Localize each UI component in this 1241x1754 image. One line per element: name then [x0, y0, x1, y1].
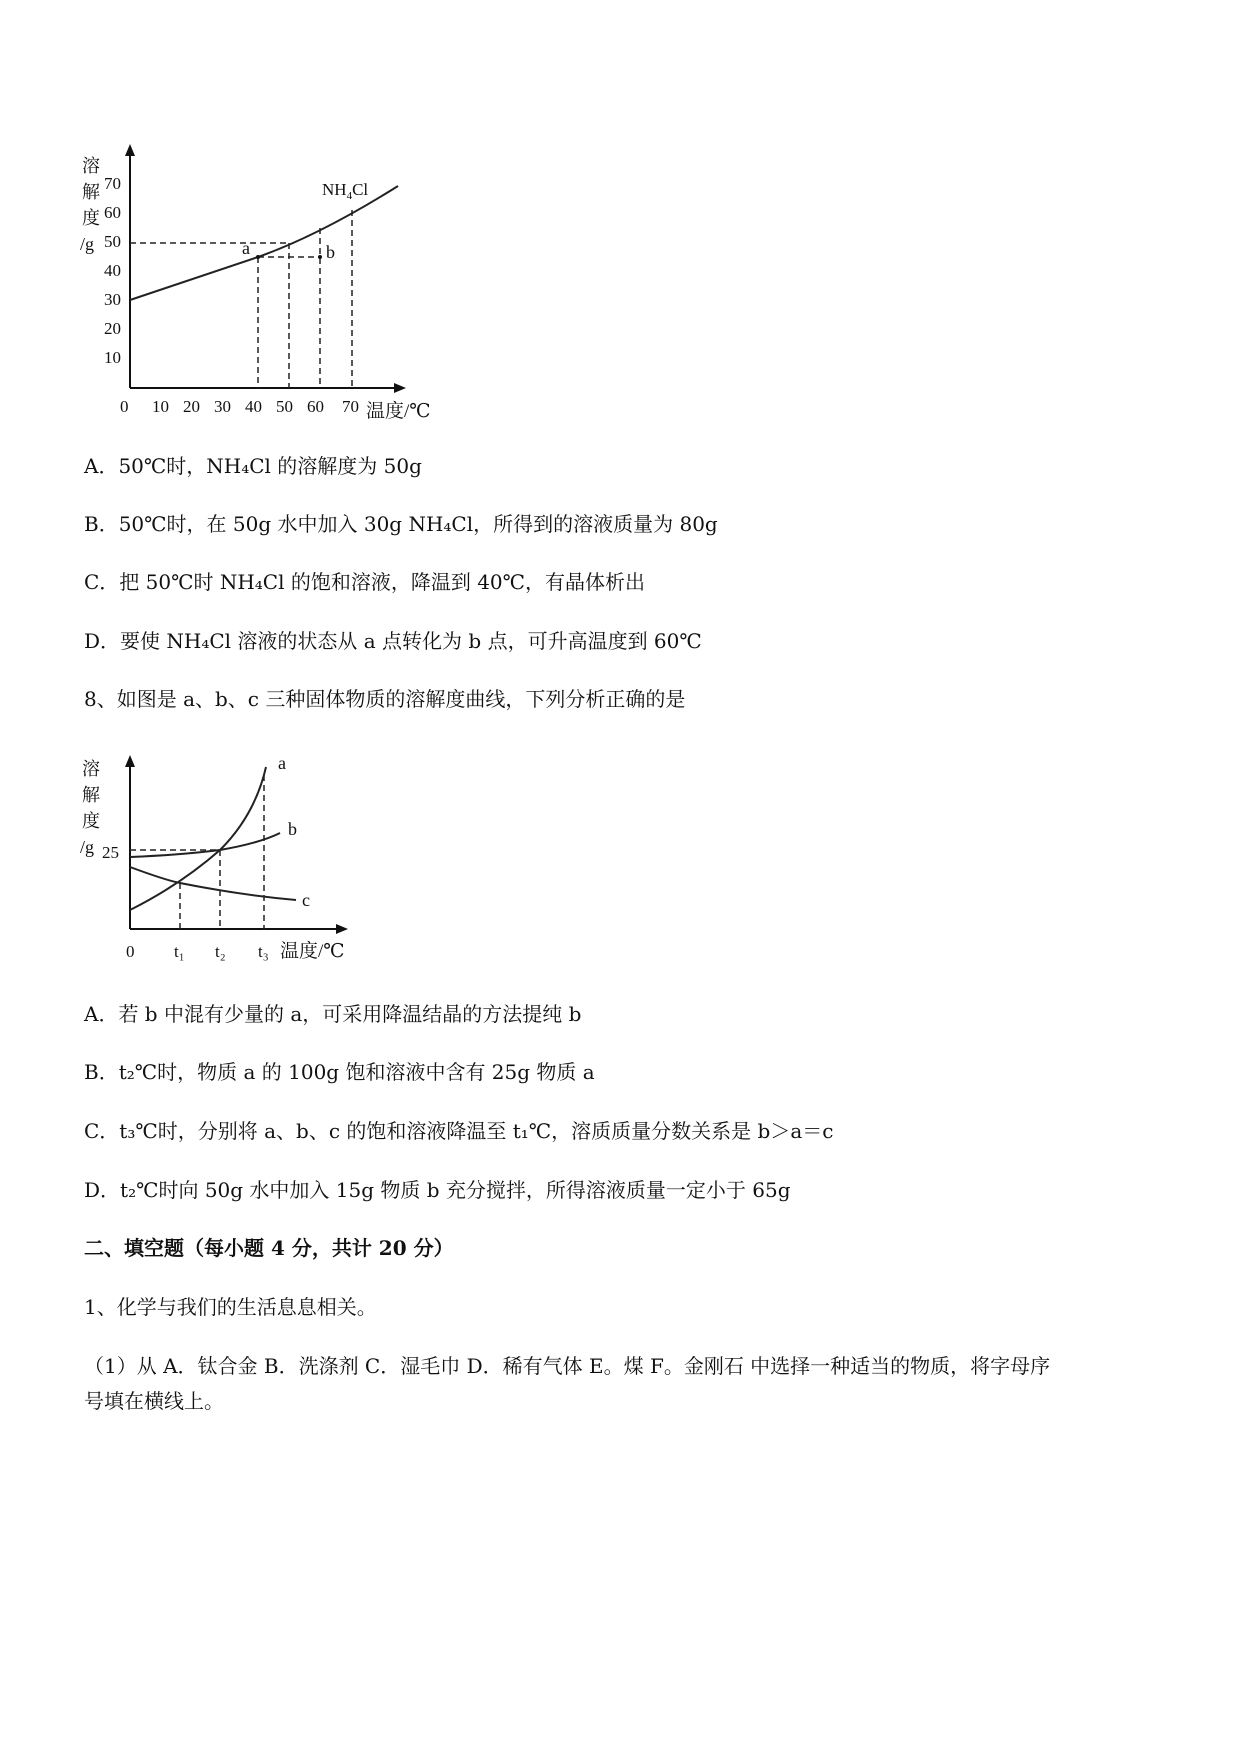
chart2-x-tick: t₂ [215, 942, 226, 961]
q8-option-a: A．若 b 中混有少量的 a，可采用降温结晶的方法提纯 b [84, 1002, 582, 1026]
chart1-y-tick-labels [104, 174, 121, 367]
chart1-ylabel-3: 度 [82, 208, 100, 228]
q7-option-b: B．50℃时，在 50g 水中加入 30g NH₄Cl，所得到的溶液质量为 80g [84, 512, 718, 536]
section2-heading: 二、填空题（每小题 4 分，共计 20 分） [84, 1236, 454, 1260]
chart2-ylabel-4: /g [80, 837, 95, 857]
chart1-x-tick: 60 [307, 397, 324, 416]
chart1-y-tick: 50 [104, 232, 121, 251]
chart1-xlabel: 温度/℃ [366, 401, 431, 422]
chart2-ylabel-2: 解 [82, 785, 100, 805]
chart1-y-tick: 20 [104, 319, 121, 338]
nh4cl-series-label: $NH_4Cl$ [322, 180, 369, 202]
chart2-x-arrow [336, 924, 348, 934]
chart1-x-tick: 10 [152, 397, 169, 416]
fill1-stem: 1、化学与我们的生活息息相关。 [84, 1295, 377, 1319]
curve-c [130, 867, 296, 900]
curve-b-label: b [288, 819, 297, 839]
chart1-x-tick: 40 [245, 397, 262, 416]
abc-solubility-chart [70, 745, 410, 965]
chart1-y-tick: 70 [104, 174, 121, 193]
chart2-x-tick: 0 [126, 942, 135, 961]
chart1-y-tick: 30 [104, 290, 121, 309]
chart1-x-tick: 0 [120, 397, 129, 416]
point-a-label: a [242, 238, 250, 258]
chart1-y-arrow [125, 144, 135, 156]
chart2-y-arrow [125, 755, 135, 767]
chart1-ylabel-1: 溶 [82, 156, 100, 176]
q7-option-a: A．50℃时，NH₄Cl 的溶解度为 50g [84, 454, 422, 478]
chart1-x-arrow [394, 383, 406, 393]
point-b-marker [318, 255, 322, 259]
curve-a-label: a [278, 753, 286, 773]
q8-option-d: D．t₂℃时向 50g 水中加入 15g 物质 b 充分搅拌，所得溶液质量一定小于 65g [84, 1178, 791, 1202]
curve-b [130, 833, 280, 857]
nh4cl-solubility-chart [70, 140, 490, 440]
chart2-y-tick: 25 [102, 843, 119, 862]
chart1-y-tick: 40 [104, 261, 121, 280]
chart1-x-tick-labels [120, 397, 359, 416]
chart1-ylabel-2: 解 [82, 182, 100, 202]
chart2-xlabel: 温度/℃ [280, 941, 345, 962]
fill1-part1-line2: 号填在横线上。 [84, 1389, 224, 1413]
chart2-ylabel-3: 度 [82, 811, 100, 831]
chart1-x-tick: 50 [276, 397, 293, 416]
q7-option-d: D．要使 NH₄Cl 溶液的状态从 a 点转化为 b 点，可升高温度到 60℃ [84, 629, 702, 653]
point-a-marker [256, 255, 260, 259]
curve-a [130, 767, 266, 910]
q8-option-b: B．t₂℃时，物质 a 的 100g 饱和溶液中含有 25g 物质 a [84, 1060, 595, 1084]
curve-c-label: c [302, 890, 310, 910]
chart1-ylabel-4: /g [80, 234, 95, 254]
chart1-x-tick: 30 [214, 397, 231, 416]
chart2-ylabel-1: 溶 [82, 759, 100, 779]
chart2-x-tick: t₁ [174, 942, 185, 961]
q8-option-c: C．t₃℃时，分别将 a、b、c 的饱和溶液降温至 t₁℃，溶质质量分数关系是 b＞a＝c [84, 1119, 834, 1143]
chart1-y-tick: 60 [104, 203, 121, 222]
chart1-y-tick: 10 [104, 348, 121, 367]
q8-stem: 8、如图是 a、b、c 三种固体物质的溶解度曲线，下列分析正确的是 [84, 687, 686, 711]
q7-option-c: C．把 50℃时 NH₄Cl 的饱和溶液，降温到 40℃，有晶体析出 [84, 570, 646, 594]
chart1-x-tick: 20 [183, 397, 200, 416]
chart2-x-tick: t₃ [258, 942, 269, 961]
point-b-label: b [326, 242, 335, 262]
fill1-part1-line1: （1）从 A．钛合金 B．洗涤剂 C．湿毛巾 D．稀有气体 E。煤 F。金刚石 中选择一种适当的物质，将字母序 [84, 1354, 1051, 1378]
chart1-x-tick: 70 [342, 397, 359, 416]
